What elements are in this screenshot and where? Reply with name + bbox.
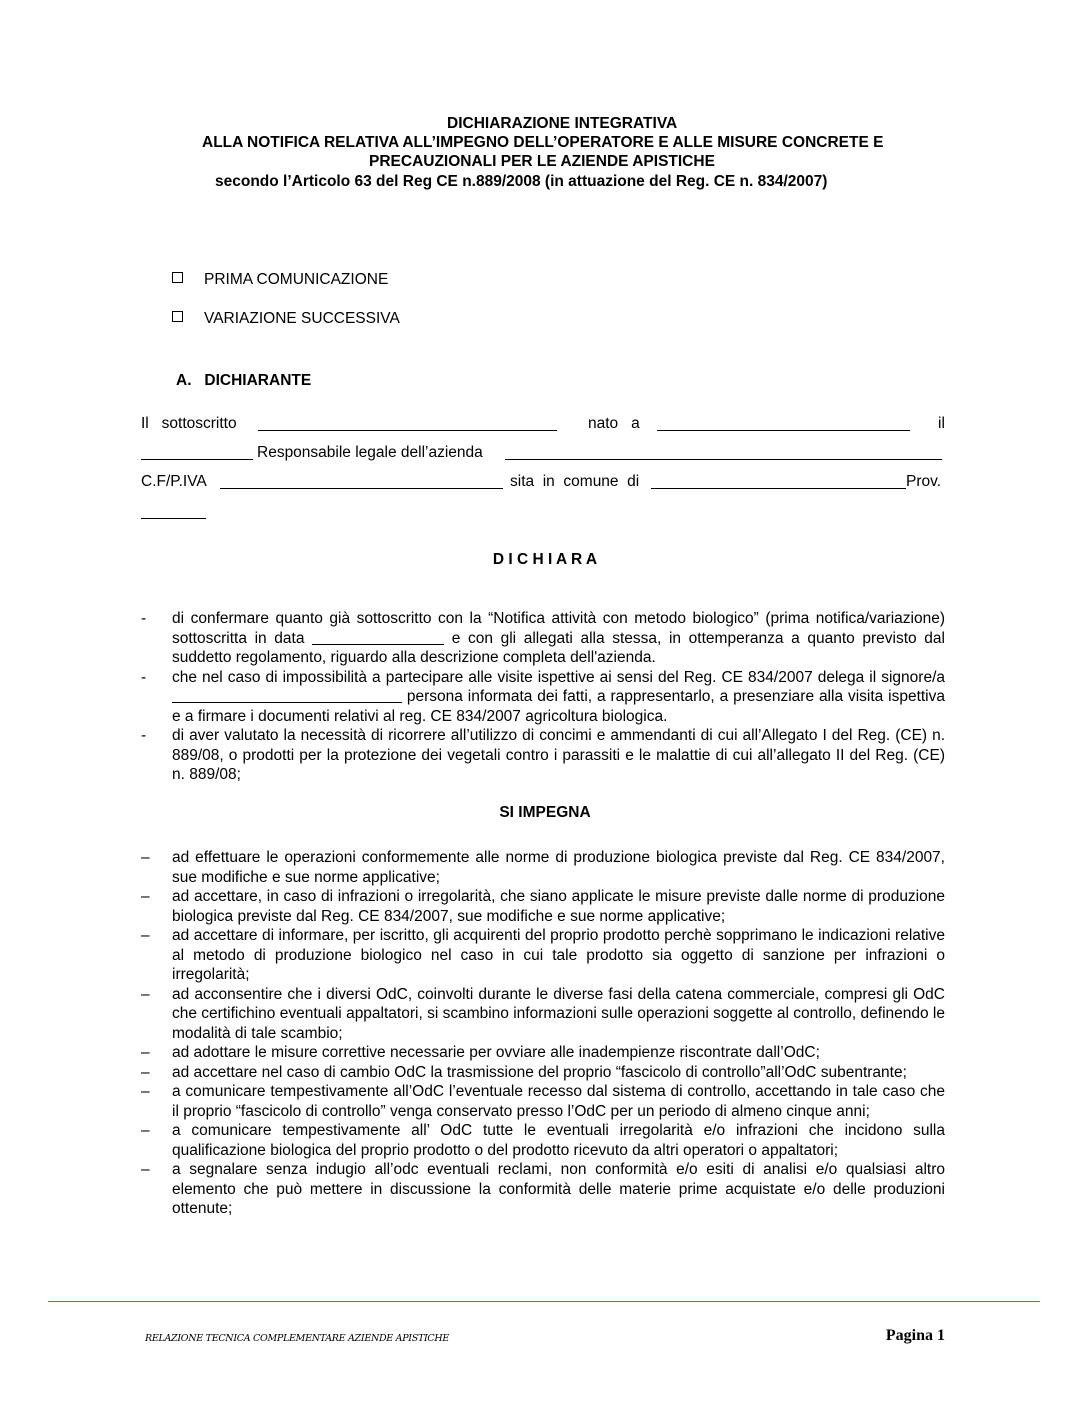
field-data-nascita[interactable] bbox=[141, 459, 253, 460]
list-item bbox=[141, 726, 945, 785]
list-item bbox=[141, 1063, 945, 1083]
list-item bbox=[141, 848, 945, 887]
header-line-3: PRECAUZIONALI PER LE AZIENDE APISTICHE bbox=[369, 153, 715, 170]
dichiara-list bbox=[141, 609, 945, 785]
list-item bbox=[141, 926, 945, 985]
footer-divider bbox=[48, 1301, 1040, 1302]
list-marker: – bbox=[141, 985, 150, 1003]
list-item bbox=[141, 1160, 945, 1219]
list-item bbox=[141, 887, 945, 926]
field-cf-piva[interactable] bbox=[220, 488, 503, 489]
field-data-sottoscrizione[interactable] bbox=[312, 631, 444, 645]
label-cf-piva: C.F/P.IVA bbox=[141, 473, 207, 490]
field-comune[interactable] bbox=[651, 488, 906, 489]
label-il: il bbox=[938, 415, 945, 432]
item-text: che nel caso di impossibilità a partecipare alle visite ispettive ai sensi del Reg. CE 834/2007 delega il signore/a bbox=[172, 668, 945, 686]
list-marker: – bbox=[141, 888, 150, 905]
list-marker: - bbox=[141, 668, 147, 686]
label-responsabile: Responsabile legale dell’azienda bbox=[257, 444, 483, 461]
list-item bbox=[141, 985, 945, 1044]
list-item bbox=[141, 1121, 945, 1160]
footer-title: RELAZIONE TECNICA COMPLEMENTARE AZIENDE APISTICHE bbox=[145, 1333, 450, 1344]
label-sottoscritto: Il sottoscritto bbox=[141, 415, 237, 432]
field-nato-a[interactable] bbox=[657, 430, 910, 431]
item-text: a comunicare tempestivamente all’ OdC tutte le eventuali irregolarità e/o infrazioni che incidono sulla qualificazione biologica del proprio prodotto o del prodotto ricevuto da altri operatori o appaltatori; bbox=[172, 1122, 945, 1159]
impegna-title: SI IMPEGNA bbox=[499, 804, 591, 821]
list-marker: - bbox=[141, 727, 147, 744]
list-item bbox=[141, 1082, 945, 1121]
list-marker: - bbox=[141, 610, 147, 627]
item-text: ad accettare, in caso di infrazioni o irregolarità, che siano applicate le misure previste dalle norme di produzione biologica previste dal Reg. CE 834/2007, sue modifiche e sue norme applicative; bbox=[172, 888, 945, 925]
field-sottoscritto[interactable] bbox=[258, 430, 557, 431]
option-variazione-successiva[interactable] bbox=[172, 310, 400, 328]
field-prov[interactable] bbox=[141, 518, 206, 519]
header-line-2: ALLA NOTIFICA RELATIVA ALL’IMPEGNO DELL’OPERATORE E ALLE MISURE CONCRETE E bbox=[202, 134, 884, 151]
list-marker: – bbox=[141, 1083, 150, 1100]
page-number: Pagina 1 bbox=[885, 1327, 945, 1344]
option-prima-comunicazione[interactable] bbox=[172, 271, 388, 289]
field-azienda[interactable] bbox=[505, 459, 942, 460]
item-text: di confermare quanto già sottoscritto con la “Notifica attività con metodo biologico” (prima notifica/variazione) sottoscritta in data bbox=[172, 610, 945, 647]
item-text: di aver valutato la necessità di ricorrere all’utilizzo di concimi e ammendanti di cui all’Allegato I del Reg. (CE) n. 889/08, o prodotti per la protezione dei vegetali contro i parassiti e le malattie di cui all’allegato II del Reg. (CE) n. 889/08; bbox=[172, 727, 945, 783]
option-label: VARIAZIONE SUCCESSIVA bbox=[204, 310, 400, 327]
checkbox-icon[interactable] bbox=[172, 272, 183, 283]
header-line-4: secondo l’Articolo 63 del Reg CE n.889/2008 (in attuazione del Reg. CE n. 834/2007) bbox=[215, 173, 828, 190]
list-marker: – bbox=[141, 849, 150, 866]
item-text: ad adottare le misure correttive necessarie per ovviare alle inadempienze riscontrate dall’OdC; bbox=[172, 1044, 820, 1061]
header-line-1: DICHIARAZIONE INTEGRATIVA bbox=[447, 115, 678, 132]
list-item bbox=[141, 668, 945, 727]
item-text: ad accettare nel caso di cambio OdC la trasmissione del proprio “fascicolo di controllo”all’OdC subentrante; bbox=[172, 1063, 907, 1081]
list-item bbox=[141, 1043, 945, 1063]
label-prov: Prov. bbox=[906, 473, 942, 490]
dichiara-title: D I C H I A R A bbox=[492, 551, 598, 568]
list-item bbox=[141, 609, 945, 668]
item-text: ad effettuare le operazioni conformemente alle norme di produzione biologica previste dal Reg. CE 834/2007, sue modifiche e sue norme applicative; bbox=[172, 849, 945, 886]
list-marker: – bbox=[141, 1161, 150, 1178]
field-delegato[interactable] bbox=[172, 689, 402, 703]
item-text: ad accettare di informare, per iscritto, gli acquirenti del proprio prodotto perchè sopprimano le indicazioni relative al metodo di produzione biologico nel caso in cui tale prodotto sia oggetto di sanzione per infrazioni o irregolarità; bbox=[172, 927, 945, 983]
impegna-list bbox=[141, 848, 945, 1219]
list-marker: – bbox=[141, 1122, 150, 1139]
list-marker: – bbox=[141, 927, 150, 944]
checkbox-icon[interactable] bbox=[172, 311, 183, 322]
item-text: a segnalare senza indugio all’odc eventuali reclami, non conformità e/o esiti di analisi e/o qualsiasi altro elemento che può mettere in discussione la conformità delle materie prime acquistate e/o delle produzioni ottenute; bbox=[172, 1161, 945, 1217]
option-label: PRIMA COMUNICAZIONE bbox=[204, 271, 389, 288]
list-marker: – bbox=[141, 1063, 150, 1081]
item-text: a comunicare tempestivamente all’OdC l’eventuale recesso dal sistema di controllo, accettando in tale caso che il proprio “fascicolo di controllo” venga conservato presso l’OdC per un periodo di almeno cinque anni; bbox=[172, 1083, 945, 1120]
list-marker: – bbox=[141, 1044, 150, 1061]
item-text: persona informata dei fatti, a rappresentarlo, a presenziare alla visita ispettiva e a firmare i documenti relativi al reg. CE 834/2007 agricoltura biologica. bbox=[172, 688, 945, 725]
label-nato-a: nato a bbox=[588, 415, 640, 432]
section-a-title: A. DICHIARANTE bbox=[176, 372, 312, 389]
label-sita: sita in comune di bbox=[510, 473, 640, 490]
item-text: e con gli allegati alla stessa, in ottemperanza a quanto previsto dal suddetto regolamento, riguardo alla descrizione completa dell'azienda. bbox=[172, 629, 945, 666]
item-text: ad acconsentire che i diversi OdC, coinvolti durante le diverse fasi della catena commerciale, compresi gli OdC che certifichino eventuali appaltatori, si scambino informazioni sulle operazioni soggette al controllo, definendo le modalità di tale scambio; bbox=[172, 985, 945, 1042]
